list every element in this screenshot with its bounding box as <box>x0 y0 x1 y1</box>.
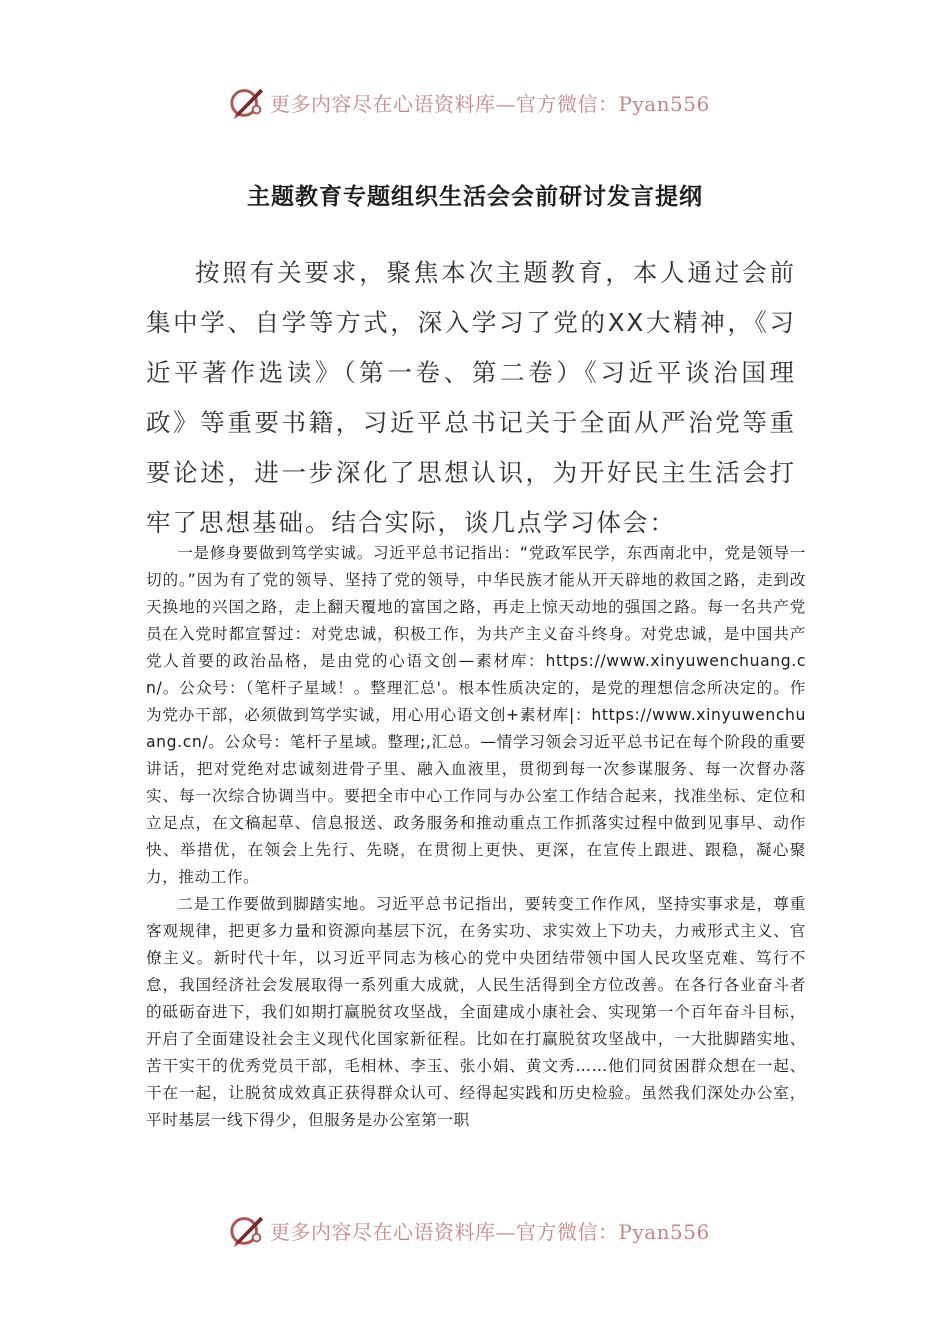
intro-paragraph: 按照有关要求，聚焦本次主题教育，本人通过会前集中学、自学等方式，深入学习了党的XX大精神，《习近平著作选读》（第一卷、第二卷）《习近平谈治国理政》等重要书籍，习近平总书记关于全面从严治党等重要论述，进一步深化了思想认识，为开好民主生活会打牢了思想基础。结合实际，谈几点学习体会： <box>146 258 796 537</box>
header-banner <box>228 82 748 122</box>
paragraph-1: 一是修身要做到笃学实诚。习近平总书记指出：“党政军民学，东西南北中，党是领导一切的。”因为有了党的领导、坚持了党的领导，中华民族才能从开天辟地的救国之路，走到改天换地的兴国之路，走上翻天覆地的富国之路，再走上惊天动地的强国之路。每一名共产党员在入党时都宣誓过：对党忠诚，积极工作，为共产主义奋斗终身。对党忠诚，是中国共产党人首要的政治品格，是由党的心语文创—素材库：https://www.xinyuwenchuang.cn/。公众号：（笔杆子星域！。整理汇总'。根本性质决定的，是党的理想信念所决定的。作为党办干部，必须做到笃学实诚，用心用心语文创+素材库|：https://www.xinyuwenchuang.cn/。公众号：笔杆子星域。整理;,汇总。—情学习领会习近平总书记在每个阶段的重要讲话，把对党绝对忠诚刻进骨子里、融入血液里，贯彻到每一次参谋服务、每一次督办落实、每一次综合协调当中。要把全市中心工作同与办公室工作结合起来，找准坐标、定位和立足点，在文稿起草、信息报送、政务服务和推动重点工作抓落实过程中做到见事早、动作快、举措优，在领会上先行、先晓，在贯彻上更快、更深，在宣传上跟进、跟稳，凝心聚力，推动工作。 <box>146 544 806 886</box>
body-text <box>146 540 806 1134</box>
banner-text: 更多内容尽在心语资料库—官方微信：Pyan556 <box>270 91 710 116</box>
pen-circle-logo-icon <box>228 83 266 121</box>
footer-banner <box>228 1210 748 1250</box>
pen-circle-logo-icon <box>228 1211 266 1249</box>
paragraph-2: 二是工作要做到脚踏实地。习近平总书记指出，要转变工作作风，坚持实事求是，尊重客观规律，把更多力量和资源向基层下沉，在务实功、求实效上下功夫，力戒形式主义、官僚主义。新时代十年，以习近平同志为核心的党中央团结带领中国人民攻坚克难、笃行不怠，我国经济社会发展取得一系列重大成就，人民生活得到全方位改善。在各行各业奋斗者的砥砺奋进下，我们如期打赢脱贫攻坚战，全面建成小康社会、实现第一个百年奋斗目标，开启了全面建设社会主义现代化国家新征程。比如在打赢脱贫攻坚战中，一大批脚踏实地、苦干实干的优秀党员干部，毛相林、李玉、张小娟、黄文秀……他们同贫困群众想在一起、干在一起，让脱贫成效真正获得群众认可、经得起实践和历史检验。虽然我们深处办公室，平时基层一线下得少，但服务是办公室第一职 <box>146 895 806 1129</box>
banner-text: 更多内容尽在心语资料库—官方微信：Pyan556 <box>270 1219 710 1244</box>
document-title: 主题教育专题组织生活会会前研讨发言提纲 <box>247 183 703 210</box>
